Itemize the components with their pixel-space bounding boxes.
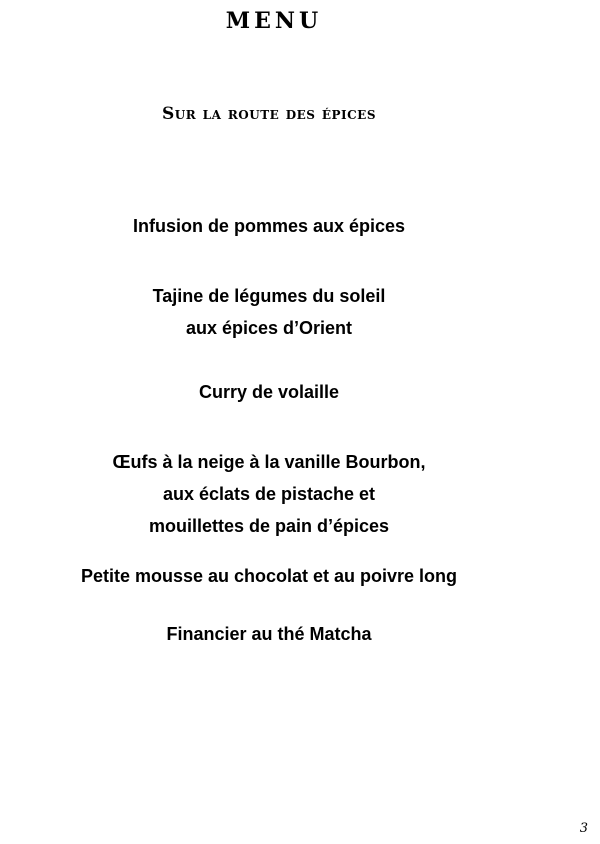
dish-line: Curry de volaille <box>198 382 340 402</box>
menu-theme-title: Sur la route des épices <box>162 104 376 124</box>
dish-line: aux épices d’Orient <box>185 318 353 338</box>
dish-line: Financier au thé Matcha <box>166 624 372 644</box>
dish-line: Tajine de légumes du soleil <box>152 286 386 306</box>
dish-item <box>0 446 538 542</box>
dish-line: mouillettes de pain d’épices <box>148 516 390 536</box>
dish-item <box>0 618 538 650</box>
page-number: 3 <box>579 821 588 836</box>
dish-item <box>0 280 538 344</box>
dish-item <box>0 376 538 408</box>
menu-heading: MENU <box>225 8 323 34</box>
dish-item <box>0 560 538 592</box>
dish-line: Œufs à la neige à la vanille Bourbon, <box>112 452 426 472</box>
dish-item <box>0 210 538 242</box>
dish-line: Petite mousse au chocolat et au poivre long <box>80 566 458 586</box>
dish-line: aux éclats de pistache et <box>162 484 376 504</box>
dish-line: Infusion de pommes aux épices <box>132 216 406 236</box>
